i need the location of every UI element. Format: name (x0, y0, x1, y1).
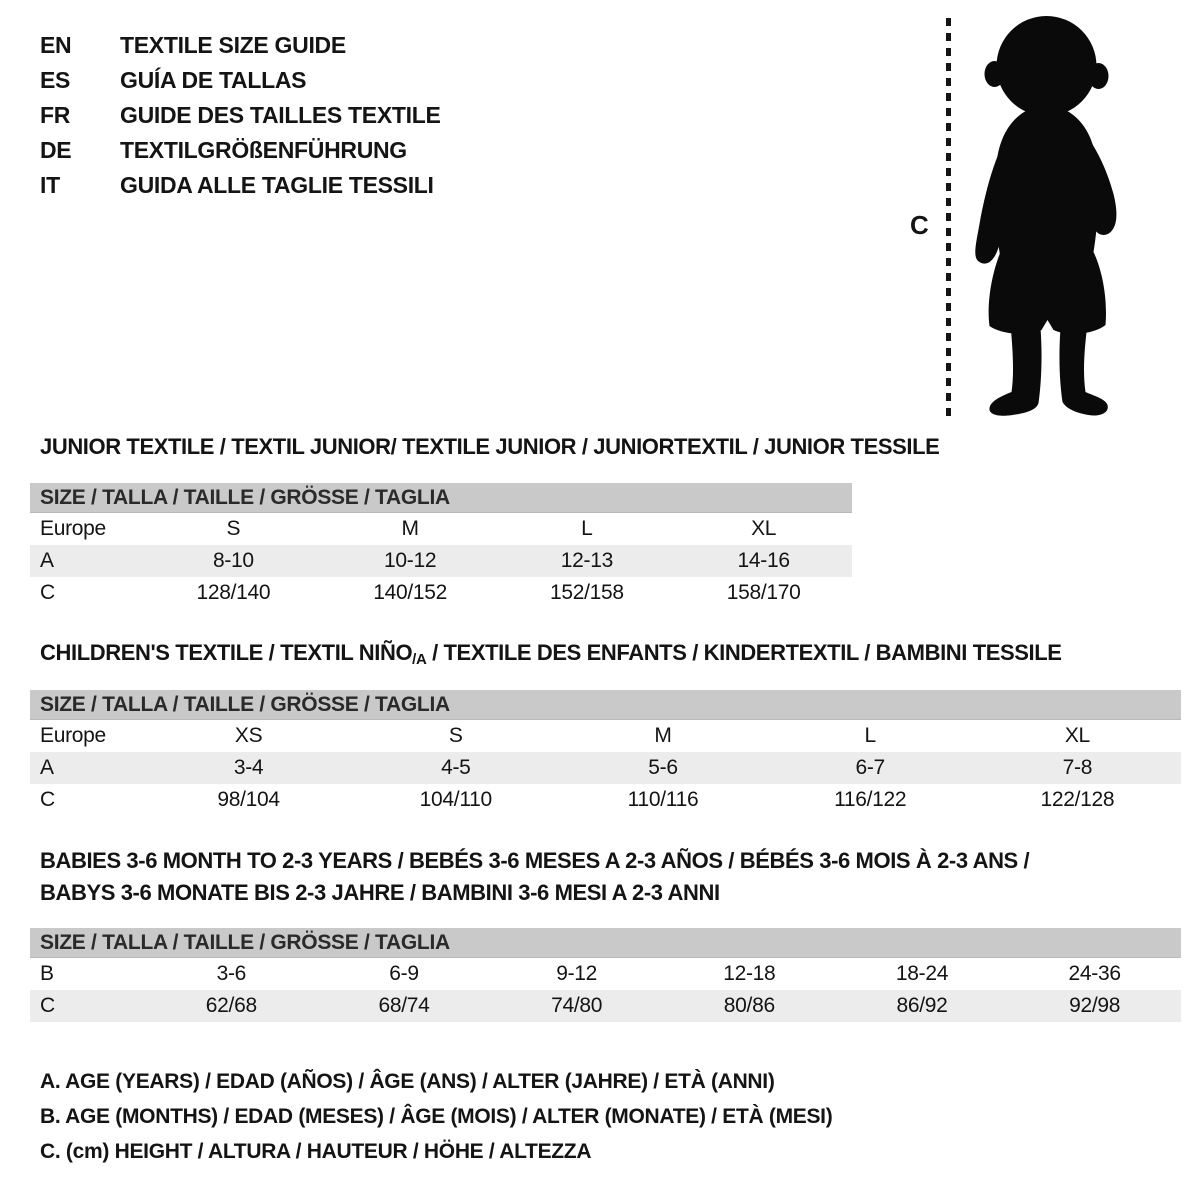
height-cell: 62/68 (205, 994, 257, 1017)
lang-row-es (40, 63, 441, 98)
lang-title: GUIDA ALLE TAGLIE TESSILI (120, 172, 434, 198)
section-title-junior: JUNIOR TEXTILE / TEXTIL JUNIOR/ TEXTILE JUNIOR / JUNIORTEXTIL / JUNIOR TESSILE (40, 434, 940, 459)
section-title-children (40, 640, 1062, 668)
row-label: C (40, 581, 55, 604)
children-title-prefix: CHILDREN'S TEXTILE / TEXTIL NIÑO (40, 640, 413, 665)
size-cell: XL (751, 517, 777, 540)
legend-age-years: A. AGE (YEARS) / EDAD (AÑOS) / ÂGE (ANS) / ALTER (JAHRE) / ETÀ (ANNI) (40, 1070, 775, 1093)
babies-size-header: SIZE / TALLA / TAILLE / GRÖSSE / TAGLIA (30, 928, 1181, 958)
age-cell: 12-18 (723, 962, 776, 985)
age-cell: 24-36 (1068, 962, 1121, 985)
table-row (30, 784, 1181, 816)
height-cell: 80/86 (723, 994, 775, 1017)
lang-row-it (40, 168, 441, 203)
lang-row-de (40, 133, 441, 168)
lang-code: IT (40, 172, 60, 198)
row-label: A (40, 756, 54, 779)
lang-code: ES (40, 67, 71, 93)
age-cell: 6-9 (389, 962, 419, 985)
height-cell: 128/140 (196, 581, 271, 604)
height-cell: 74/80 (551, 994, 603, 1017)
lang-title: TEXTILE SIZE GUIDE (120, 32, 346, 58)
height-cell: 158/170 (726, 581, 801, 604)
table-row (30, 752, 1181, 784)
row-label: Europe (40, 517, 106, 540)
table-row (30, 958, 1181, 990)
age-cell: 4-5 (441, 756, 471, 779)
height-cell: 152/158 (549, 581, 624, 604)
height-cell: 68/74 (378, 994, 430, 1017)
height-dashed-line (946, 18, 951, 416)
size-cell: M (654, 724, 672, 747)
lang-title: GUIDE DES TAILLES TEXTILE (120, 102, 441, 128)
language-title-list (40, 28, 441, 203)
lang-title: GUÍA DE TALLAS (120, 67, 307, 93)
legend-height-cm: C. (cm) HEIGHT / ALTURA / HAUTEUR / HÖHE / ALTEZZA (40, 1140, 592, 1163)
height-cell: 86/92 (896, 994, 948, 1017)
lang-row-en (40, 28, 441, 63)
size-cell: L (581, 517, 593, 540)
height-cell: 92/98 (1069, 994, 1121, 1017)
row-label: C (40, 788, 55, 811)
height-cell: 116/122 (834, 788, 907, 811)
age-cell: 6-7 (855, 756, 885, 779)
toddler-silhouette-icon (963, 10, 1145, 420)
age-cell: 18-24 (895, 962, 949, 985)
size-cell: S (448, 724, 463, 747)
lang-code: EN (40, 32, 72, 58)
height-cell: 140/152 (373, 581, 448, 604)
size-cell: M (401, 517, 419, 540)
table-row (30, 513, 852, 545)
row-label: A (40, 549, 54, 572)
lang-title: TEXTILGRÖßENFÜHRUNG (120, 137, 407, 163)
height-cell: 104/110 (419, 788, 492, 811)
age-cell: 7-8 (1062, 756, 1093, 779)
age-cell: 8-10 (212, 549, 254, 572)
height-measure-label: C (910, 210, 929, 240)
lang-code: FR (40, 102, 71, 128)
size-cell: XL (1064, 724, 1090, 747)
legend-age-months: B. AGE (MONTHS) / EDAD (MESES) / ÂGE (MOIS) / ALTER (MONATE) / ETÀ (MESI) (40, 1105, 833, 1128)
table-row (30, 990, 1181, 1022)
row-label: C (40, 994, 55, 1017)
age-cell: 5-6 (648, 756, 678, 779)
lang-row-fr (40, 98, 441, 133)
section-title-babies-line2: BABYS 3-6 MONATE BIS 2-3 JAHRE / BAMBINI 3-6 MESI A 2-3 ANNI (40, 880, 720, 905)
table-row (30, 720, 1181, 752)
size-cell: XS (234, 724, 263, 747)
size-cell: S (226, 517, 241, 540)
age-cell: 12-13 (560, 549, 613, 572)
children-size-header: SIZE / TALLA / TAILLE / GRÖSSE / TAGLIA (30, 690, 1181, 720)
height-cell: 110/116 (627, 788, 699, 811)
age-cell: 3-6 (216, 962, 247, 985)
table-row (30, 545, 852, 577)
age-cell: 10-12 (384, 549, 437, 572)
age-cell: 14-16 (737, 549, 790, 572)
children-title-sub: /A (412, 651, 427, 668)
row-label: B (40, 962, 54, 985)
table-row (30, 577, 852, 609)
row-label: Europe (40, 724, 106, 747)
height-cell: 122/128 (1040, 788, 1115, 811)
legend (40, 1064, 832, 1169)
junior-size-header: SIZE / TALLA / TAILLE / GRÖSSE / TAGLIA (30, 483, 852, 513)
children-title-suffix: / TEXTILE DES ENFANTS / KINDERTEXTIL / BAMBINI TESSILE (426, 640, 1062, 665)
lang-code: DE (40, 137, 72, 163)
height-cell: 98/104 (217, 788, 280, 811)
age-cell: 9-12 (556, 962, 598, 985)
size-cell: L (864, 724, 876, 747)
age-cell: 3-4 (233, 756, 264, 779)
section-title-babies-line1: BABIES 3-6 MONTH TO 2-3 YEARS / BEBÉS 3-6 MESES A 2-3 AÑOS / BÉBÉS 3-6 MOIS À 2-3 ANS / (40, 848, 1030, 873)
